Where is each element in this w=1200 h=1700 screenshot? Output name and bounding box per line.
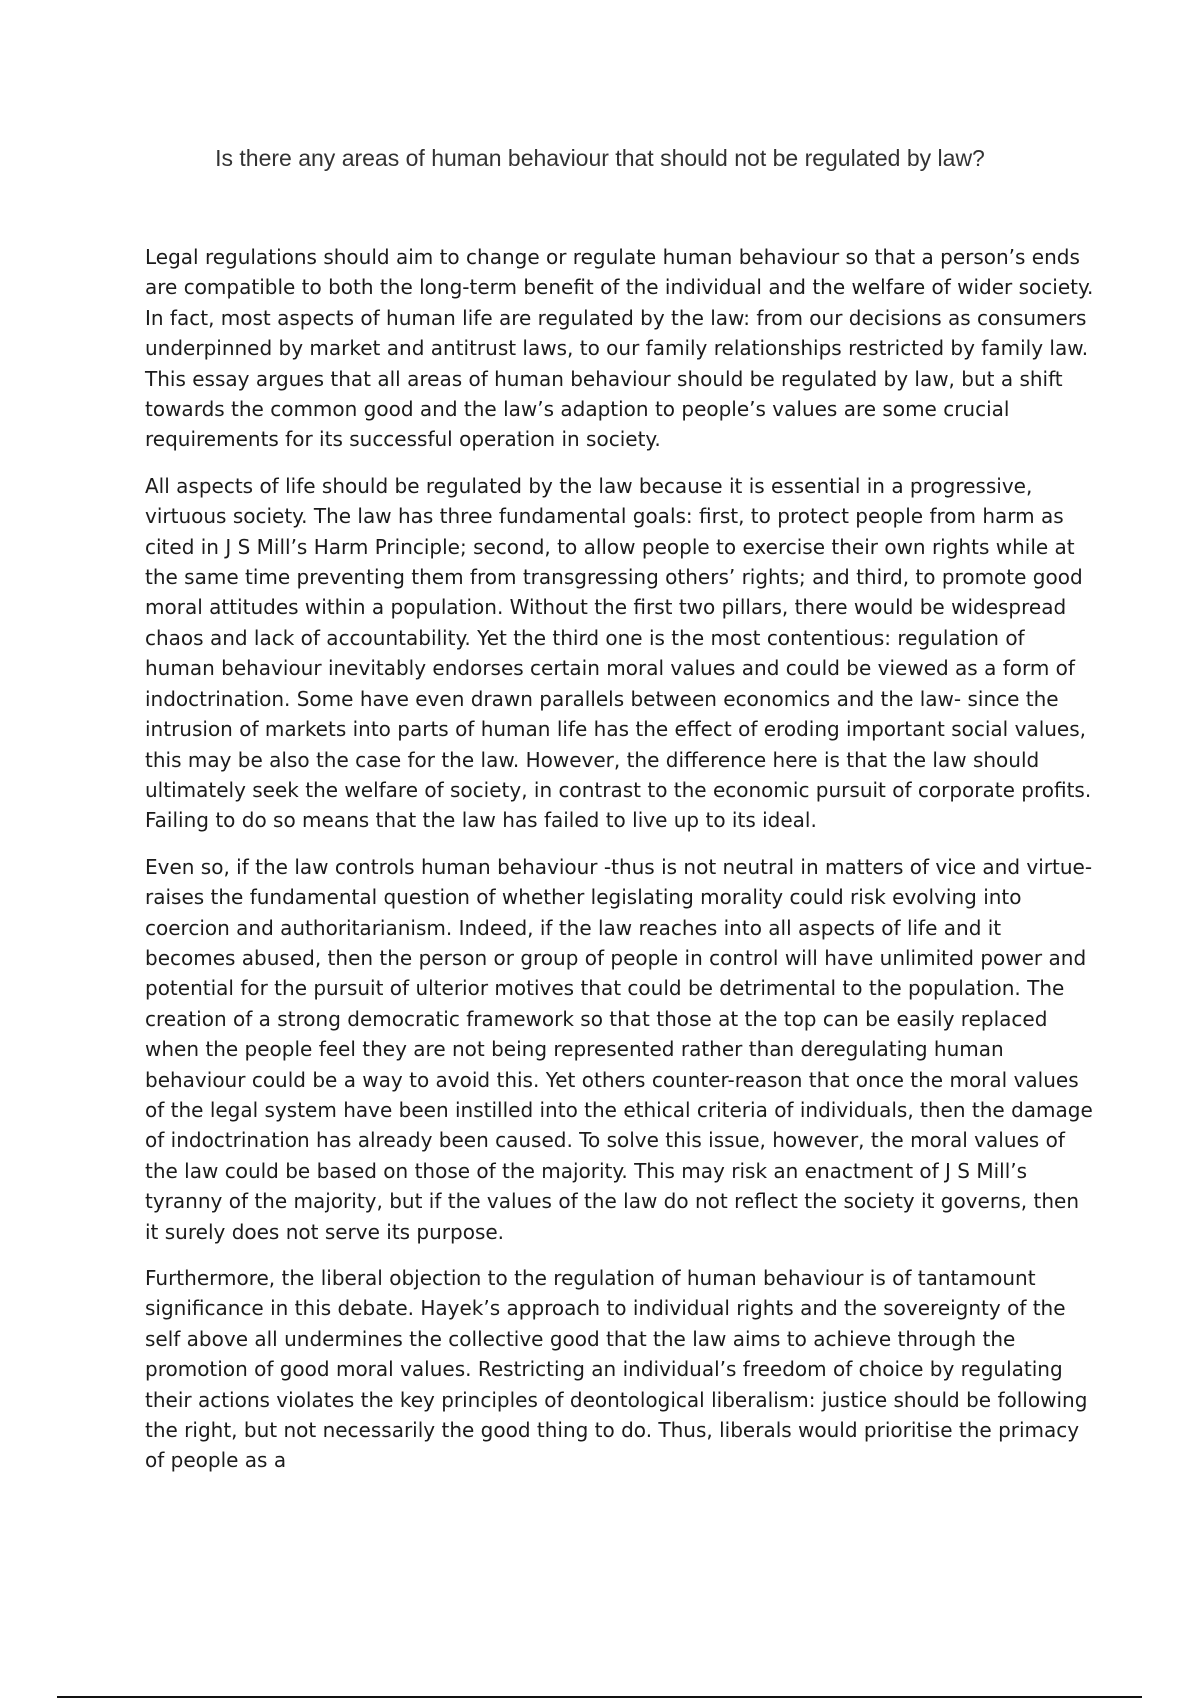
page-bottom-divider bbox=[57, 1696, 1142, 1698]
paragraph-1: Legal regulations should aim to change or regulate human behaviour so that a person’s ends are compatible to both the long-term benefit of the individual and the welfare of wider society. In fact, most aspects of human life are regulated by the law: from our decisions as consumers underpinned by market and antitrust laws, to our family relationships restricted by family law. This essay argues that all areas of human behaviour should be regulated by law, but a shift towards the common good and the law’s adaption to people’s values are some crucial requirements for its successful operation in society. bbox=[145, 245, 1094, 452]
essay-body bbox=[145, 242, 1095, 1492]
essay-title: Is there any areas of human behaviour that should not be regulated by law? bbox=[215, 145, 985, 171]
paragraph-3: Even so, if the law controls human behaviour -thus is not neutral in matters of vice and virtue- raises the fundamental question of whether legislating morality could risk evolving into coercion and authoritarianism. Indeed, if the law reaches into all aspects of life and it becomes abused, then the person or group of people in control will have unlimited power and potential for the pursuit of ulterior motives that could be detrimental to the population. The creation of a strong democratic framework so that those at the top can be easily replaced when the people feel they are not being represented rather than deregulating human behaviour could be a way to avoid this. Yet others counter-reason that once the moral values of the legal system have been instilled into the ethical criteria of individuals, then the damage of indoctrination has already been caused. To solve this issue, however, the moral values of the law could be based on those of the majority. This may risk an enactment of J S Mill’s tyranny of the majority, but if the values of the law do not reflect the society it governs, then it surely does not serve its purpose. bbox=[145, 854, 1093, 1244]
paragraph-4: Furthermore, the liberal objection to the regulation of human behaviour is of tantamount significance in this debate. Hayek’s approach to individual rights and the sovereignty of the self above all undermines the collective good that the law aims to achieve through the promotion of good moral values. Restricting an individual’s freedom of choice by regulating their actions violates the key principles of deontological liberalism: justice should be following the right, but not necessarily the good thing to do. Thus, liberals would prioritise the primacy of people as a bbox=[145, 1266, 1088, 1473]
paragraph-2: All aspects of life should be regulated by the law because it is essential in a progressive, virtuous society. The law has three fundamental goals: first, to protect people from harm as cited in J S Mill’s Harm Principle; second, to allow people to exercise their own rights while at the same time preventing them from transgressing others’ rights; and third, to promote good moral attitudes within a population. Without the first two pillars, there would be widespread chaos and lack of accountability. Yet the third one is the most contentious: regulation of human behaviour inevitably endorses certain moral values and could be viewed as a form of indoctrination. Some have even drawn parallels between economics and the law- since the intrusion of markets into parts of human life has the effect of eroding important social values, this may be also the case for the law. However, the difference here is that the law should ultimately seek the welfare of society, in contrast to the economic pursuit of corporate profits. Failing to do so means that the law has failed to live up to its ideal. bbox=[145, 473, 1092, 833]
